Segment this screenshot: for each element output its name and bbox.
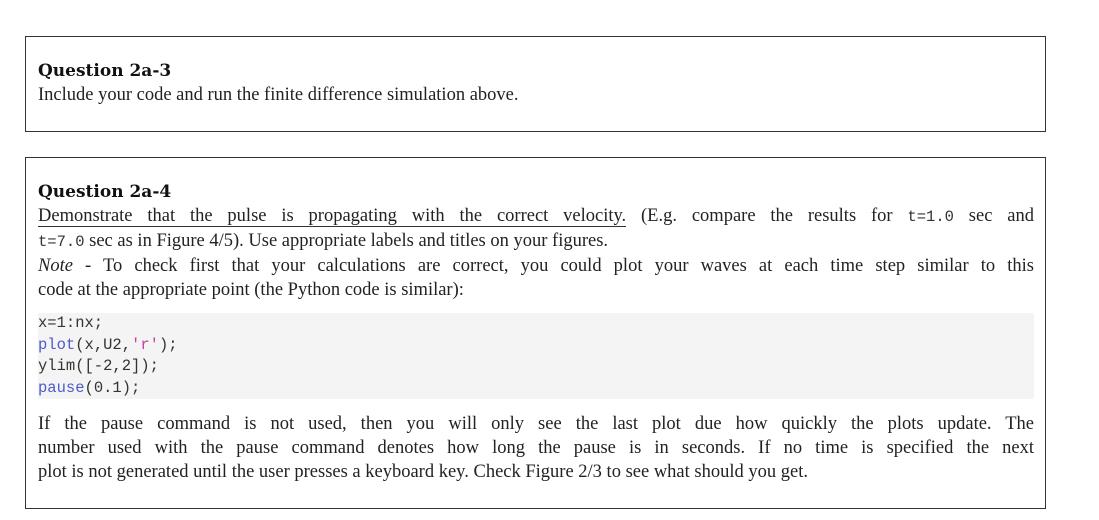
pause-explanation-paragraph: [38, 412, 1034, 484]
text-line: [38, 278, 1034, 302]
text-line: [38, 204, 1034, 229]
text-span: sec and: [953, 206, 1034, 226]
code-string: 'r': [131, 335, 159, 354]
inline-code: t=7.0: [38, 233, 85, 251]
code-text: (0.1);: [84, 378, 141, 397]
code-line: [38, 378, 1034, 400]
instructions-paragraph: [38, 204, 1034, 302]
code-text: (x,U2,: [75, 335, 132, 354]
velocity-link[interactable]: Demonstrate that the pulse is propagating with the correct velocity.: [38, 206, 627, 226]
code-text: x=1:nx;: [38, 314, 104, 332]
inline-code: t=1.0: [907, 208, 954, 226]
question-text: [38, 83, 1034, 107]
text-span: - To check first that your calculations are correct, you could plot your waves at each time step similar to this: [72, 256, 1034, 276]
code-keyword: plot: [38, 335, 76, 354]
code-line: [38, 313, 1034, 335]
text-line: [38, 254, 1034, 278]
question-text-content: Include your code and run the finite difference simulation above.: [38, 85, 519, 105]
code-block: [38, 313, 1034, 399]
question-2a-4-box: [25, 157, 1046, 509]
text-span: code at the appropriate point (the Python code is similar):: [38, 280, 464, 300]
text-span: (E.g. compare the results for: [626, 206, 908, 226]
code-text: ylim([-2,2]);: [38, 357, 159, 375]
question-2a-3-box: [25, 36, 1046, 132]
code-keyword: pause: [38, 378, 85, 397]
text-line: plot is not generated until the user presses a keyboard key. Check Figure 2/3 to see what should you get.: [38, 462, 808, 482]
question-title: Question 2a-4: [38, 182, 172, 202]
text-line: [38, 229, 1034, 254]
code-text: );: [158, 335, 178, 354]
code-line: [38, 335, 1034, 357]
code-line: [38, 356, 1034, 378]
text-line: If the pause command is not used, then you will only see the last plot due how quickly the plots update. The: [38, 414, 1034, 434]
text-line: number used with the pause command denotes how long the pause is in seconds. If no time is specified the next: [38, 438, 1034, 458]
question-title: Question 2a-3: [38, 61, 172, 81]
text-span: sec as in Figure 4/5). Use appropriate labels and titles on your figures.: [84, 231, 609, 251]
note-label: Note: [38, 256, 73, 276]
